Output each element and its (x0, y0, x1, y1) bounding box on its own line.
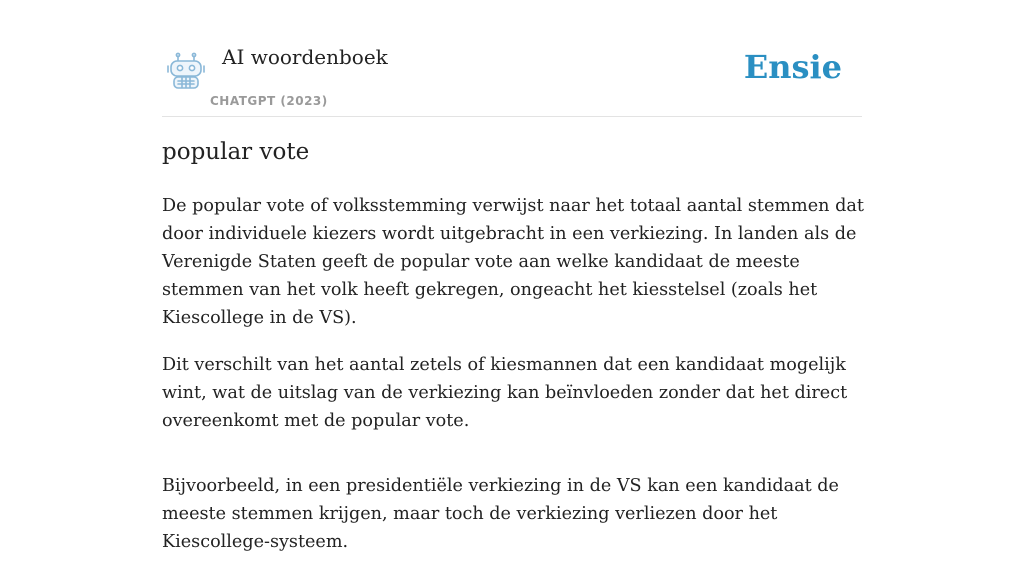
entry-definition (162, 192, 864, 575)
entry-term: popular vote (162, 139, 310, 165)
dictionary-header (162, 0, 862, 117)
definition-paragraph: De popular vote of volksstemming verwijst naar het totaal aantal stemmen dat door individuele kiezers wordt uitgebracht in een verkiezing. In landen als de Verenigde Staten geeft de popular vote aan welke kandidaat de meeste stemmen van het volk heeft gekregen, ongeacht het kiesstelsel (zoals het Kiescollege in de VS). (162, 196, 864, 328)
dictionary-source: CHATGPT (2023) (210, 94, 328, 108)
ensie-logo-link[interactable]: Ensie (743, 48, 842, 86)
robot-icon (166, 52, 206, 90)
dictionary-title[interactable]: AI woordenboek (222, 45, 388, 69)
definition-paragraph: Bijvoorbeeld, in een presidentiële verkiezing in de VS kan een kandidaat de meeste stemmen krijgen, maar toch de verkiezing verliezen door het Kiescollege-systeem. (162, 476, 839, 552)
definition-paragraph: Dit verschilt van het aantal zetels of kiesmannen dat een kandidaat mogelijk wint, wat de uitslag van de verkiezing kan beïnvloeden zonder dat het direct overeenkomt met de popular vote. (162, 355, 848, 431)
